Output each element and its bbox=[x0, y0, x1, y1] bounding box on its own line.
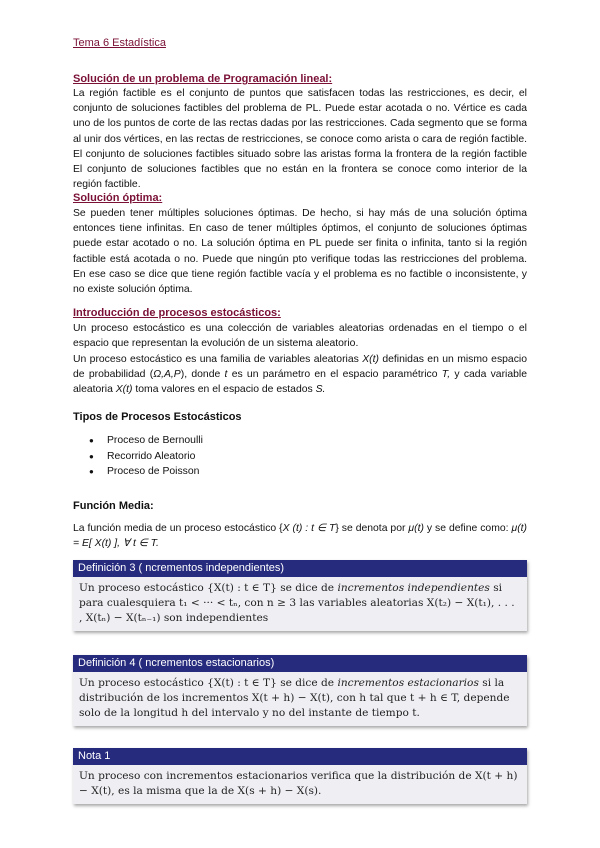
list-item: ● Proceso de Poisson bbox=[73, 464, 203, 480]
definition-4-header: Definición 4 ( ncrementos estacionarios) bbox=[73, 655, 527, 672]
mean-function-title: Función Media: bbox=[73, 500, 154, 512]
list-item: ● Proceso de Bernoulli bbox=[73, 433, 203, 449]
note-1-header: Nota 1 bbox=[73, 748, 527, 765]
lp-solution-title: Solución de un problema de Programación lineal: bbox=[73, 73, 333, 85]
process-types-title: Tipos de Procesos Estocásticos bbox=[73, 411, 242, 423]
stochastic-title: Introducción de procesos estocásticos: bbox=[73, 307, 281, 319]
definition-4-body: Un proceso estocástico {X(t) : t ∈ T} se dice de incrementos estacionarios si la distribución de los incrementos X(t + h) − X(t), con h tal que t + h ∈ T, depende solo de la longitud h del intervalo y no del instante de tiempo t. bbox=[79, 677, 510, 719]
definition-3-header: Definición 3 ( ncrementos independientes) bbox=[73, 560, 527, 577]
definition-3-body: Un proceso estocástico {X(t) : t ∈ T} se dice de incrementos independientes si para cualesquiera t₁ < ··· < tₙ, con n ≥ 3 las variables aleatorias X(t₂) − X(t₁), . . . , X(tₙ) − X(tₙ₋₁) son independientes bbox=[79, 582, 515, 624]
process-types-list bbox=[73, 433, 203, 480]
optimal-paragraph: Se pueden tener múltiples soluciones óptimas. De hecho, si hay más de una solución óptima entonces tiene infinitas. En caso de tener múltiples óptimos, el conjunto de soluciones óptimas puede estar acotado o no. La solución óptima en PL puede ser finita o infinita, tanto si la región factible está acotada o no. Puede que ningún pto verifique todas las restricciones del problema. En ese caso se dice que tiene región factible vacía y el problema es no factible o inconsistente, y no existe solución óptima. bbox=[73, 208, 527, 296]
stochastic-paragraph-2: Un proceso estocástico es una familia de variables aleatorias X(t) definidas en un mismo espacio de probabilidad (Ω,A,P), donde t es un parámetro en el espacio paramétrico T, y cada variable aleatoria X(t) toma valores en el espacio de estados S. bbox=[73, 354, 528, 396]
topic-heading: Tema 6 Estadística bbox=[73, 37, 166, 49]
optimal-solution-title: Solución óptima: bbox=[73, 192, 163, 204]
lp-paragraph: La región factible es el conjunto de puntos que satisfacen todas las restricciones, es decir, el conjunto de soluciones factibles del problema de PL. Puede estar acotada o no. Vértice es cada uno de los puntos de corte de las rectas dadas por las restricciones. Cada segmento que se forma al unir dos vértices, en las rectas de restricciones, se conoce como arista o cara de región factible. El conjunto de soluciones factibles situado sobre las aristas forma la frontera de la región factible El conjunto de soluciones factibles que no están en la frontera se conoce como interior de la región factible. bbox=[73, 88, 527, 191]
mean-function-paragraph: La función media de un proceso estocástico {X (t) : t ∈ T} se denota por μ(t) y se define como: μ(t) = E[ X(t) ], ∀ t ∈ T. bbox=[73, 523, 527, 550]
stochastic-paragraph-1: Un proceso estocástico es una colección de variables aleatorias ordenadas en el tiempo o el espacio que representan la evolución de un sistema aleatorio. bbox=[73, 323, 527, 350]
list-item: ● Recorrido Aleatorio bbox=[73, 449, 203, 465]
note-1-body: Un proceso con incrementos estacionarios verifica que la distribución de X(t + h) − X(t), es la misma que la de X(s + h) − X(s). bbox=[79, 770, 518, 797]
definition-4-box bbox=[73, 655, 527, 726]
note-1-box bbox=[73, 748, 527, 804]
definition-3-box bbox=[73, 560, 527, 631]
